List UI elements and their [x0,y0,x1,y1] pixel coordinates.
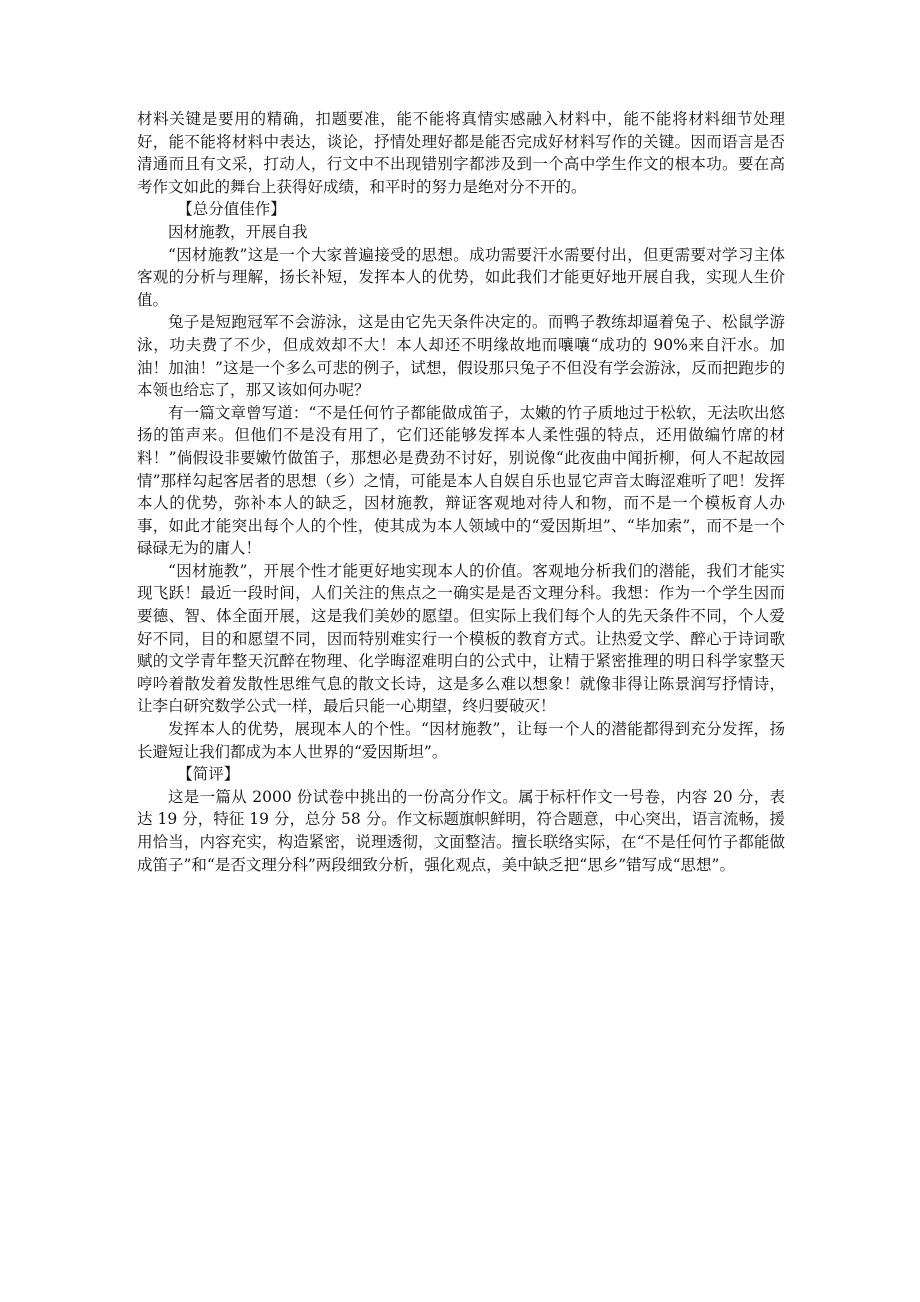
essay-paragraph-2: 兔子是短跑冠军不会游泳，这是由它先天条件决定的。而鸭子教练却逼着兔子、松鼠学游泳，功夫费了不少，但成效却不大！本人却还不明缘故地而嚷嚷“成功的 90%来自汗水。加油！加油！”这是一个多么可悲的例子，试想，假设那只兔子不但没有学会游泳，反而把跑步的本领也给忘了，那又该如何办呢？ [137,313,785,400]
section-heading-best-essay: 【总分值佳作】 [177,200,286,219]
essay-paragraph-1: “因材施教”这是一个大家普遍接受的思想。成功需要汗水需要付出，但更需要对学习主体客观的分析与理解，扬长补短，发挥本人的优势，如此我们才能更好地开展自我，实现人生价值。 [137,245,785,309]
document-body [137,108,785,876]
essay-paragraph-5: 发挥本人的优势，展现本人的个性。“因材施教”，让每一个人的潜能都得到充分发挥，扬长避短让我们都成为本人世界的“爱因斯坦”。 [137,720,785,761]
paragraph-intro: 材料关键是要用的精确，扣题要准，能不能将真情实感融入材料中，能不能将材料细节处理好，能不能将材料中表达，谈论，抒情处理好都是能否完成好材料写作的关键。因而语言是否清通而且有文采，打动人，行文中不出现错别字都涉及到一个高中学生作文的根本功。要在高考作文如此的舞台上获得好成绩，和平时的努力是绝对分不开的。 [137,110,785,196]
section-heading-comment: 【简评】 [177,765,240,784]
essay-paragraph-4: “因材施教”，开展个性才能更好地实现本人的价值。客观地分析我们的潜能，我们才能实现飞跃！最近一段时间，人们关注的焦点之一确实是是否文理分科。我想：作为一个学生因而要德、智、体全面开展，这是我们美妙的愿望。但实际上我们每个人的先天条件不同，个人爱好不同，目的和愿望不同，因而特别难实行一个模板的教育方式。让热爱文学、醉心于诗词歌赋的文学青年整天沉醉在物理、化学晦涩难明白的公式中，让精于紧密推理的明日科学家整天哼吟着散发着发散性思维气息的散文长诗，这是多么难以想象！就像非得让陈景润写抒情诗，让李白研究数学公式一样，最后只能一心期望，终归要破灭！ [137,561,785,716]
essay-title: 因材施教，开展自我 [168,222,308,241]
essay-paragraph-3: 有一篇文章曾写道：“不是任何竹子都能做成笛子，太嫩的竹子质地过于松软，无法吹出悠扬的笛声来。但他们不是没有用了，它们还能够发挥本人柔性强的特点，还用做编竹席的材料！”倘假设非要嫩竹做笛子，那想必是费劲不讨好，别说像“此夜曲中闻折柳，何人不起故园情”那样勾起客居者的思想（乡）之情，可能是本人自娱自乐也显它声音太晦涩难听了吧！发挥本人的优势，弥补本人的缺乏，因材施教，辩证客观地对待人和物，而不是一个模板育人办事，如此才能突出每个人的个性，使其成为本人领域中的“爱因斯坦”、“毕加索”，而不是一个碌碌无为的庸人！ [137,403,785,558]
comment-paragraph: 这是一篇从 2000 份试卷中挑出的一份高分作文。属于标杆作文一号卷，内容 20 分，表达 19 分，特征 19 分，总分 58 分。作文标题旗帜鲜明，符合题意，中心突出，语言流畅，援用恰当，内容充实，构造紧密，说理透彻，文面整洁。擅长联络实际，在“不是任何竹子都能做成笛子”和“是否文理分科”两段细致分析，强化观点，美中缺乏把“思乡”错写成“思想”。 [137,787,785,874]
